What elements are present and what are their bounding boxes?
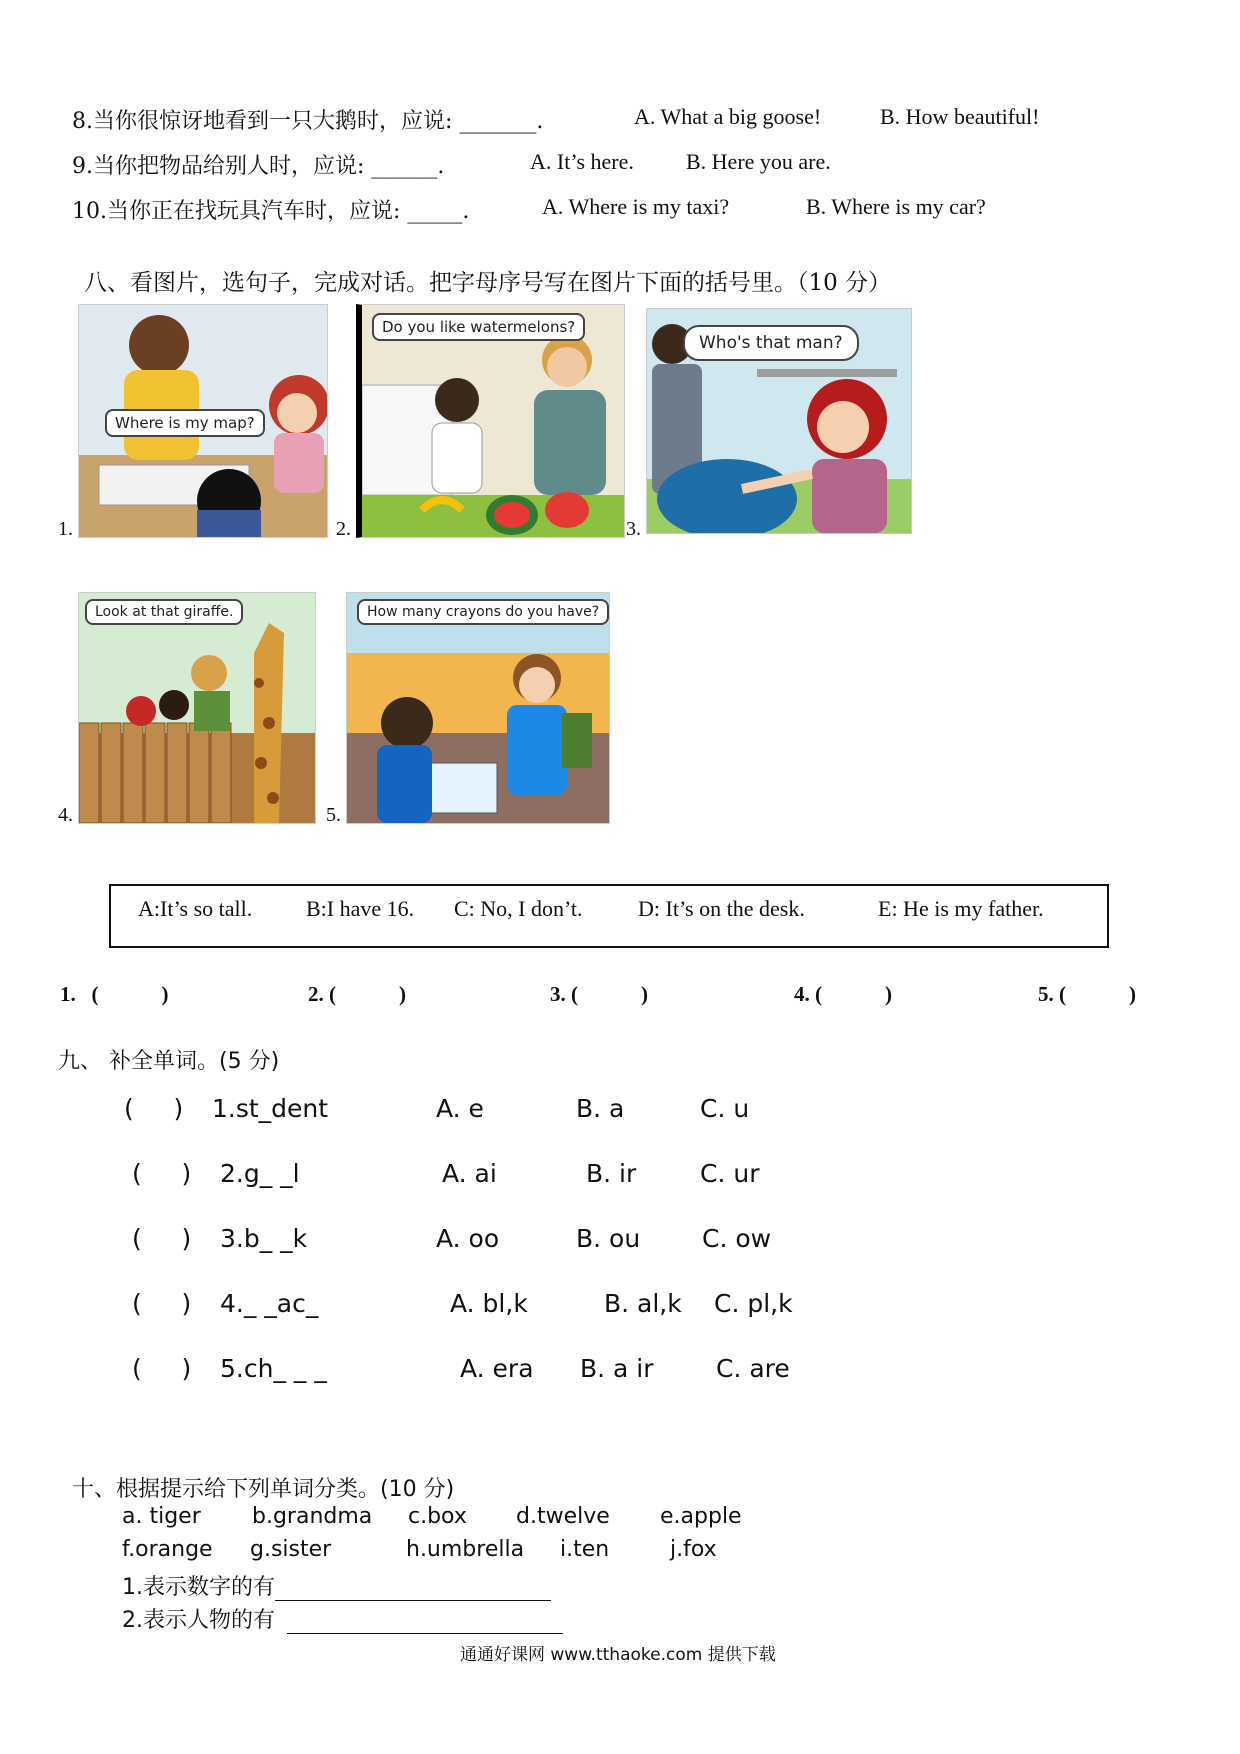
choice-c: C. pl,k [714,1289,793,1318]
answer-5: 5. ( ) [1038,982,1136,1006]
section-8-title: 八、看图片，选句子，完成对话。把字母序号写在图片下面的括号里。（10 分） [84,270,892,296]
speech-bubble: Who's that man? [683,325,859,361]
picture-number: 5. [326,804,341,826]
sentence-d: D: It’s on the desk. [638,896,805,921]
answer-2: 2. ( ) [308,982,406,1006]
word-row-1: ( ) [124,1094,184,1123]
picture-4-zoo [78,592,316,824]
question-text: 9.当你把物品给别人时，应说: ______. [72,154,445,179]
prompt-people: 2.表示人物的有 [122,1603,563,1634]
answer-blank[interactable] [287,1611,563,1634]
word-option: e.apple [660,1504,742,1529]
speech-bubble: How many crayons do you have? [357,599,609,625]
picture-number: 4. [58,804,73,826]
word-item: 4._ _ac_ [220,1289,319,1318]
footer: 通通好课网 www.tthaoke.com 提供下载 [460,1645,776,1665]
word-row-2: ( ) [132,1159,192,1188]
word-option: b.grandma [252,1504,373,1529]
prompt-numbers: 1.表示数字的有 [122,1570,551,1601]
choice-a: A. ai [442,1159,497,1188]
word-option: d.twelve [516,1504,610,1529]
option-b: B. Where is my car? [806,194,986,219]
answer-blank[interactable] [275,1578,551,1601]
picture-number: 3. [626,518,641,540]
word-item: 1.st_dent [212,1094,329,1123]
picture-number: 1. [58,518,73,540]
word-row-4: ( ) [132,1289,192,1318]
choice-c: C. u [700,1094,750,1123]
choice-b: B. a ir [580,1354,654,1383]
option-a: A. What a big goose! [634,104,822,129]
word-option: i.ten [560,1537,610,1562]
question-text: 8.当你很惊讶地看到一只大鹅时，应说: _______. [72,109,544,134]
choice-a: A. era [460,1354,534,1383]
zoo-illustration [79,593,315,823]
question-9 [72,149,444,180]
option-a: A. Where is my taxi? [542,194,730,219]
picture-3-park [646,308,912,534]
picture-1-classroom [78,304,328,538]
choice-a: A. e [436,1094,484,1123]
option-b: B. How beautiful! [880,104,1040,129]
speech-bubble: Where is my map? [105,409,265,437]
sentence-b: B:I have 16. [306,896,415,921]
choice-b: B. al,k [604,1289,682,1318]
question-text: 10.当你正在找玩具汽车时，应说: _____. [72,199,470,224]
choice-a: A. bl,k [450,1289,528,1318]
sentence-e: E: He is my father. [878,896,1044,921]
speech-bubble: Look at that giraffe. [85,599,243,625]
word-option: f.orange [122,1537,213,1562]
picture-5-classroom [346,592,610,824]
answer-4: 4. ( ) [794,982,892,1006]
word-option: h.umbrella [406,1537,525,1562]
choice-c: C. ur [700,1159,760,1188]
picture-2-kitchen [356,304,625,538]
choice-c: C. are [716,1354,790,1383]
choice-b: B. ou [576,1224,641,1253]
option-a: A. It’s here. [530,149,634,174]
question-10 [72,194,469,225]
picture-number: 2. [336,518,351,540]
word-item: 2.g_ _l [220,1159,300,1188]
answer-1: 1. ( ) [60,982,169,1006]
choice-c: C. ow [702,1224,772,1253]
section-10-title: 十、根据提示给下列单词分类。(10 分) [72,1477,455,1502]
word-item: 3.b_ _k [220,1224,308,1253]
section-9-title: 九、 补全单词。(5 分) [58,1049,280,1074]
question-8 [72,104,543,135]
choice-b: B. a [576,1094,625,1123]
word-item: 5.ch_ _ _ [220,1354,327,1383]
speech-bubble: Do you like watermelons? [372,313,585,341]
choice-a: A. oo [436,1224,500,1253]
word-row-5: ( ) [132,1354,192,1383]
word-row-3: ( ) [132,1224,192,1253]
crayons-illustration [347,593,609,823]
word-option: g.sister [250,1537,332,1562]
sentence-a: A:It’s so tall. [138,896,253,921]
word-option: a. tiger [122,1504,201,1529]
answer-3: 3. ( ) [550,982,648,1006]
sentence-c: C: No, I don’t. [454,896,583,921]
choice-b: B. ir [586,1159,637,1188]
word-option: j.fox [670,1537,717,1562]
word-option: c.box [408,1504,467,1529]
option-b: B. Here you are. [686,149,831,174]
